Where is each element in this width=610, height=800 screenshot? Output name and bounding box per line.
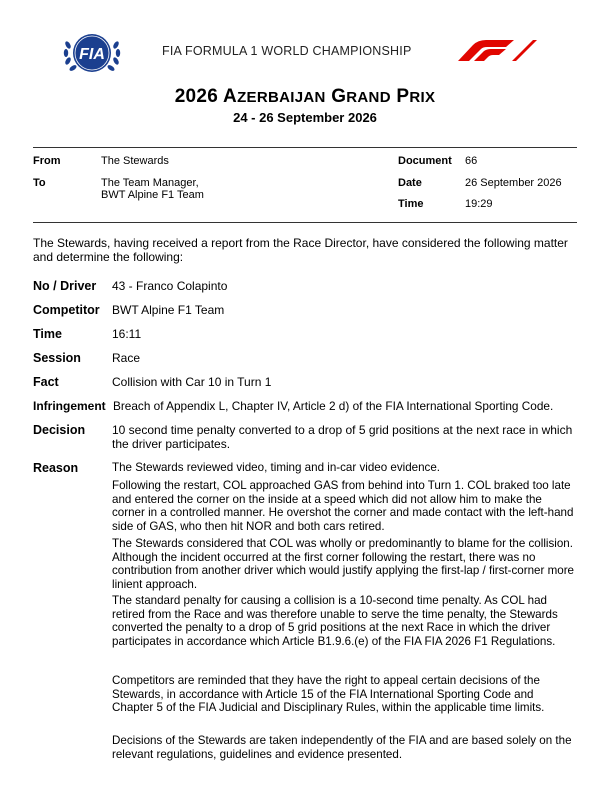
- bottom-divider: [33, 222, 577, 223]
- fact-label: Fact: [33, 375, 59, 389]
- decision-label: Decision: [33, 423, 86, 437]
- reason-paragraph: The standard penalty for causing a collision is a 10-second time penalty. As COL had retired from the Race and was therefore unable to serve the time penalty, the Stewards converted the penalty to a drop of 5 grid positions at the next Race in which the driver participates in accordance which Article B1.9.6.(e) of the FIA FIA 2026 F1 Regulations.: [112, 594, 558, 648]
- top-divider: [33, 147, 577, 148]
- infringement-label: Infringement: [33, 399, 106, 413]
- from-value: The Stewards: [101, 155, 169, 167]
- event-dates: 24 - 26 September 2026: [233, 110, 377, 125]
- championship-title: FIA FORMULA 1 WORLD CHAMPIONSHIP: [162, 44, 412, 58]
- fia-logo-text: FIA: [79, 46, 105, 63]
- to-label: To: [33, 177, 46, 189]
- fia-logo-icon: [62, 27, 122, 79]
- driver-label: No / Driver: [33, 279, 97, 293]
- driver-value: 43 - Franco Colapinto: [112, 279, 228, 293]
- f1-logo-icon: [456, 37, 538, 62]
- time-value: 19:29: [465, 198, 493, 210]
- document-value: 66: [465, 155, 478, 167]
- decision-value: 10 second time penalty converted to a drop of 5 grid positions at the next race in which the driver participates.: [112, 423, 573, 451]
- session-value: Race: [112, 351, 141, 365]
- competitor-label: Competitor: [33, 303, 100, 317]
- session-time-label: Time: [33, 327, 62, 341]
- independence-notice: Decisions of the Stewards are taken independently of the FIA and are based solely on the relevant regulations, guidelines and evidence presented.: [112, 734, 572, 761]
- document-label: Document: [398, 155, 452, 167]
- reason-paragraph: Following the restart, COL approached GAS from behind into Turn 1. COL braked too late and entered the corner on the inside at a speed which did not allow him to make the corner in a controlled manner. He overshot the corner and made contact with the left-hand side of GAS, who then hit NOR and both cars retired.: [112, 479, 574, 533]
- time-label: Time: [398, 198, 424, 210]
- appeal-notice: Competitors are reminded that they have the right to appeal certain decisions of the Stewards, in accordance with Article 15 of the FIA International Sporting Code and Chapter 5 of the FIA Judicial and Disciplinary Rules, within the applicable time limits.: [112, 674, 545, 715]
- session-time-value: 16:11: [112, 327, 142, 341]
- event-title: 2026 AZERBAIJAN GRAND PRIX: [174, 86, 436, 107]
- reason-label: Reason: [33, 461, 79, 475]
- reason-paragraph: The Stewards reviewed video, timing and in-car video evidence.: [112, 461, 441, 474]
- reason-paragraph: The Stewards considered that COL was wholly or predominantly to blame for the collision. Although the incident occurred at the first corner following the restart, there was no contribution from another driver which would justify applying the first-lap / first-corner more linient approach.: [112, 537, 575, 591]
- from-label: From: [33, 155, 61, 167]
- session-label: Session: [33, 351, 81, 365]
- date-value: 26 September 2026: [465, 177, 562, 189]
- fact-value: Collision with Car 10 in Turn 1: [112, 375, 272, 389]
- infringement-value: Breach of Appendix L, Chapter IV, Article 2 d) of the FIA International Sporting Code.: [113, 399, 554, 413]
- to-value-line-1: The Team Manager,: [101, 177, 199, 189]
- date-label: Date: [398, 177, 422, 189]
- competitor-value: BWT Alpine F1 Team: [112, 303, 225, 317]
- to-value-line-2: BWT Alpine F1 Team: [101, 189, 204, 201]
- intro-text: The Stewards, having received a report from the Race Director, have considered the following matter and determine the following:: [33, 236, 568, 264]
